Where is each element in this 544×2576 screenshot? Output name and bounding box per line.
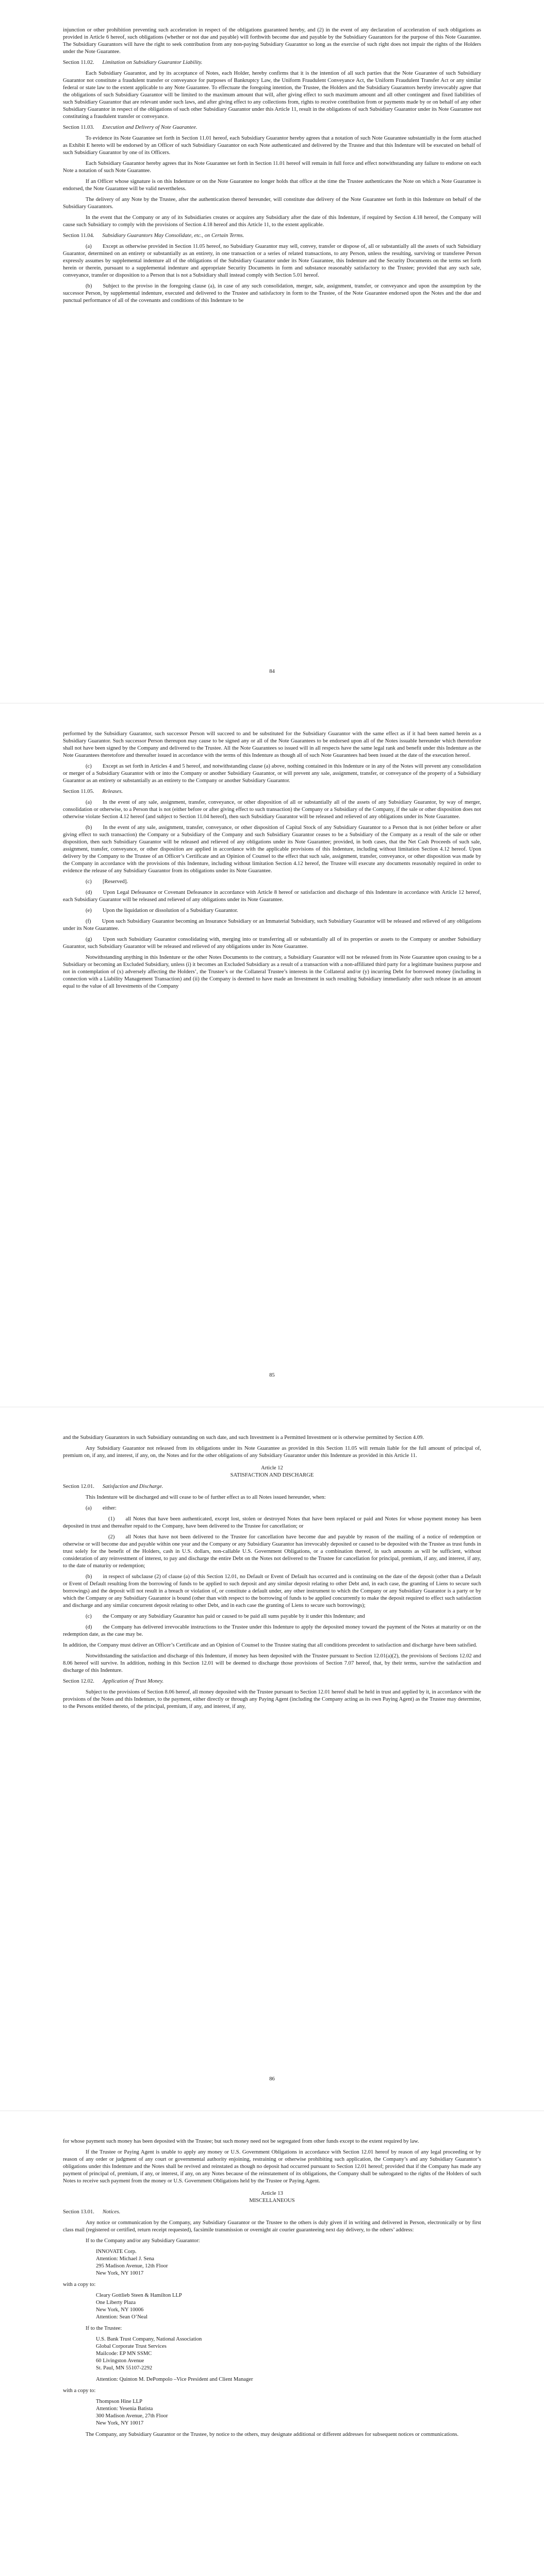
article-heading bbox=[63, 1465, 481, 1479]
section-heading bbox=[63, 1678, 481, 1685]
section-title: Satisfaction and Discharge. bbox=[102, 1484, 163, 1489]
body-paragraph: Notwithstanding the satisfaction and discharge of this Indenture, if money has been deposited with the Trustee pursuant to Section 12.01(a)(2), the provisions of Sections 12.02 and 8.06 hereof will survive. In addition, nothing in this Section 12.01 will be deemed to discharge those provisions of Section 7.07 hereof, that, by their terms, survive the satisfaction and discharge of this Indenture. bbox=[63, 1653, 481, 1673]
clause-paragraph: (c) Except as set forth in Articles 4 and 5 hereof, and notwithstanding clause (a) above, nothing contained in this Indenture or in any of the Notes will prevent any consolidation or merger of a Subsidiary Guarantor with or into the Company or another Subsidiary Guarantor, or will prevent any sale, assignment, transfer, or conveyance of the property of a Subsidiary Guarantor as an entirety or substantially as an entirety to the Company or another Subsidiary Guarantor. bbox=[63, 764, 481, 784]
section-heading bbox=[63, 1483, 481, 1490]
section-heading bbox=[63, 59, 481, 66]
section-title: Notices. bbox=[102, 2209, 121, 2215]
body-paragraph: If the Trustee or Paying Agent is unable to apply any money or U.S. Government Obligations in accordance with Section 12.01 hereof by reason of any legal proceeding or by reason of any order or judgment of any court or governmental authority enjoining, restraining or otherwise prohibiting such application, the Company’s and any Subsidiary Guarantor’s obligations under this Indenture and the Notes shall be revived and reinstated as though no deposit had occurred pursuant to Section 12.01 hereof; provided that if the Company has made any payment of principal of, premium, if any, or interest, if any, on any Notes because of the reinstatement of its obligations, the Company shall be subrogated to the rights of the Holders of such Notes to receive such payment from the money or U.S. Government Obligations held by the Trustee or Paying Agent. bbox=[63, 2149, 481, 2184]
section-number: Section 11.02. bbox=[63, 60, 94, 65]
body-paragraph: The delivery of any Note by the Trustee, after the authentication thereof hereunder, will constitute due delivery of the Note Guarantee set forth in this Indenture on behalf of the Subsidiary Guarantors. bbox=[63, 197, 481, 210]
page-body bbox=[63, 1434, 481, 1714]
clause-paragraph: (b) in respect of subclause (2) of clause (a) of this Section 12.01, no Default or Event of Default has occurred and is continuing on the date of the deposit (other than a Default or Event of Default resulting from the borrowing of funds to be applied to such deposit and any similar deposit relating to other Debt and, in each case, the granting of Liens to secure such borrowings) and the deposit will not result in a breach or violation of, or constitute a default under, any other instrument to which the Company or any Subsidiary Guarantor is a party or by which the Company or any Subsidiary Guarantor is bound (other than with respect to the borrowing of funds to be applied concurrently to make the deposit required to effect such satisfaction and discharge and any similar concurrent deposit relating to other Debt, and in each case the granting of Liens to secure such borrowings); bbox=[63, 1574, 481, 1608]
clause-paragraph: (e) Upon the liquidation or dissolution of a Subsidiary Guarantor. bbox=[86, 908, 238, 913]
page-body bbox=[63, 2138, 481, 2442]
section-heading bbox=[63, 124, 481, 131]
clause-paragraph: (2) all Notes that have not been delivered to the Trustee for cancellation have become due and payable by reason of the mailing of a notice of redemption or otherwise or will become due and payable within one year and the Company or any Subsidiary Guarantor has irrevocably deposited or caused to be deposited with the Trustee as trust funds in trust solely for the benefit of the Holders, cash in U.S. dollars, non-callable U.S. Government Obligations, or a combination thereof, in such amounts as will be sufficient, without consideration of any reinvestment of interest, to pay and discharge the entire Debt on the Notes not delivered to the Trustee for cancellation for principal, premium, if any, and interest, if any, to the date of maturity or redemption; bbox=[63, 1534, 481, 1569]
body-paragraph: This Indenture will be discharged and will cease to be of further effect as to all Notes issued hereunder, when: bbox=[86, 1495, 326, 1500]
body-paragraph: Any Subsidiary Guarantor not released from its obligations under its Note Guarantee as provided in this Section 11.05 will remain liable for the full amount of principal of, premium on, if any, and interest, if any, on, the Notes and for the other obligations of any Subsidiary Guarantor under this Indenture as provided in this Article 11. bbox=[63, 1446, 481, 1459]
body-paragraph: Each Subsidiary Guarantor hereby agrees that its Note Guarantee set forth in Section 11.01 hereof will remain in full force and effect notwithstanding any failure to endorse on each Note a notation of such Note Guarantee. bbox=[63, 161, 481, 174]
section-number: Section 11.03. bbox=[63, 125, 94, 130]
body-paragraph: for whose payment such money has been deposited with the Trustee; but such money need not be segregated from other funds except to the extent required by law. bbox=[63, 2139, 419, 2144]
body-paragraph: and the Subsidiary Guarantors in such Subsidiary outstanding on such date, and such Investment is a Permitted Investment or is otherwise permitted by Section 4.09. bbox=[63, 1435, 424, 1440]
section-number: Section 11.05. bbox=[63, 789, 94, 794]
body-paragraph: In addition, the Company must deliver an Officer’s Certificate and an Opinion of Counsel to the Trustee stating that all conditions precedent to satisfaction and discharge have been satisfied. bbox=[63, 1642, 477, 1648]
clause-paragraph: (b) Subject to the proviso in the foregoing clause (a), in case of any such consolidation, merger, sale, assignment, transfer, or conveyance and upon the assumption by the successor Person, by supplemental indenture, executed and delivered to the Trustee and satisfactory in form to the Trustee, of the Note Guarantee endorsed upon the Notes and the due and punctual performance of all of the covenants and conditions of this Indenture to be bbox=[63, 283, 481, 303]
page-85 bbox=[0, 704, 544, 1407]
article-number: Article 13 bbox=[261, 2191, 283, 2196]
clause-paragraph: (c) the Company or any Subsidiary Guarantor has paid or caused to be paid all sums payable by it under this Indenture; and bbox=[86, 1614, 365, 1619]
clause-paragraph: (b) In the event of any sale, assignment, transfer, conveyance, or other disposition of Capital Stock of any Subsidiary Guarantor to a Person that is not (either before or after giving effect to such transaction) the Company or a Subsidiary of the Company and such Subsidiary Guarantor ceases to be a Subsidiary of the Company as a result of the sale or other disposition, then such Subsidiary Guarantor will be released and relieved of any obligations under its Note Guarantee; provided, in both cases, that the Net Cash Proceeds of such sale, assignment, transfer, conveyance, or other disposition are applied in accordance with the applicable provisions of this Indenture, including without limitation Section 4.12 hereof. Upon delivery by the Company to the Trustee of an Officer’s Certificate and an Opinion of Counsel to the effect that such sale, assignment, transfer, conveyance, or other disposition was made by the Company in accordance with the provisions of this Indenture, including without limitation Section 4.12 hereof, the Trustee will execute any documents reasonably required in order to evidence the release of any Subsidiary Guarantor from its obligations under its Note Guarantee. bbox=[63, 825, 481, 874]
clause-paragraph: (g) Upon such Subsidiary Guarantor consolidating with, merging into or transferring all or substantially all of its properties or assets to the Company or another Subsidiary Guarantor, such Subsidiary Guarantor will be released and relieved of any obligations under its Note Guarantee. bbox=[63, 937, 481, 950]
body-paragraph: performed by the Subsidiary Guarantor, such successor Person will succeed to and be substituted for the Subsidiary Guarantor with the same effect as if it had been named herein as a Subsidiary Guarantor. Such successor Person thereupon may cause to be signed any or all of the Note Guarantees to be endorsed upon all of the Notes issuable hereunder which theretofore shall not have been signed by the Company and delivered to the Trustee. All the Note Guarantees so issued will in all respects have the same legal rank and benefit under this Indenture as the Note Guarantees theretofore and thereafter issued in accordance with the terms of this Indenture as though all of such Note Guarantees had been issued at the date of the execution hereof. bbox=[63, 731, 481, 758]
section-title: Limitation on Subsidiary Guarantor Liability. bbox=[102, 60, 203, 65]
section-number: Section 12.01. bbox=[63, 1484, 94, 1489]
clause-paragraph: (a) In the event of any sale, assignment, transfer, conveyance, or other disposition of all or substantially all of the assets of any Subsidiary Guarantor, by way of merger, consolidation or otherwise, to a Person that is not (either before or after giving effect to such transaction) the Company or a Subsidiary of the Company, if the sale or other disposition does not otherwise violate Section 4.12 hereof (and subject to Section 11.04 hereof), then such Subsidiary Guarantor will be released and relieved of any obligations under its Note Guarantee. bbox=[63, 800, 481, 820]
page-number: 85 bbox=[269, 1372, 275, 1378]
body-paragraph: Any notice or communication by the Company, any Subsidiary Guarantor or the Trustee to the others is duly given if in writing and delivered in Person, electronically or by first class mail (registered or certified, return receipt requested), facsimile transmission or overnight air courier guaranteeing next day delivery, to the others’ address: bbox=[63, 2220, 481, 2233]
page-number: 84 bbox=[269, 669, 275, 674]
body-paragraph: If an Officer whose signature is on this Indenture or on the Note Guarantee no longer holds that office at the time the Trustee authenticates the Note on which a Note Guarantee is endorsed, the Note Guarantee will be valid nevertheless. bbox=[63, 179, 481, 192]
address-block: INNOVATE Corp. Attention: Michael J. Sena 295 Madison Avenue, 12th Floor New York, NY 10017 bbox=[96, 2249, 168, 2276]
article-title: SATISFACTION AND DISCHARGE bbox=[230, 1472, 314, 1478]
section-title: Application of Trust Money. bbox=[102, 1679, 164, 1684]
body-paragraph: Each Subsidiary Guarantor, and by its acceptance of Notes, each Holder, hereby confirms that it is the intention of all such parties that the Note Guarantee of such Subsidiary Guarantor not constitute a fraudulent transfer or conveyance for purposes of Bankruptcy Law, the Uniform Fraudulent Conveyance Act, the Uniform Fraudulent Transfer Act or any similar federal or state law to the extent applicable to any Note Guarantee. To effectuate the foregoing intention, the Trustee, the Holders and the Subsidiary Guarantors hereby irrevocably agree that the obligations of such Subsidiary Guarantor will be limited to the maximum amount that will, after giving effect to such maximum amount and all other contingent and fixed liabilities of such Subsidiary Guarantor that are relevant under such laws, and after giving effect to any collections from, rights to receive contribution from or payments made by or on behalf of any other Subsidiary Guarantor in respect of the obligations of such other Subsidiary Guarantor under this Article 11, result in the obligations of such Subsidiary Guarantor under its Note Guarantee not constituting a fraudulent transfer or conveyance. bbox=[63, 71, 481, 120]
clause-paragraph: (f) Upon such Subsidiary Guarantor becoming an Insurance Subsidiary or an Immaterial Subsidiary, such Subsidiary Guarantor will be released and relieved of any obligations under its Note Guarantee. bbox=[63, 919, 481, 931]
section-heading bbox=[63, 788, 481, 795]
clause-paragraph: (d) the Company has delivered irrevocable instructions to the Trustee under this Indenture to apply the deposited money toward the payment of the Notes at maturity or on the redemption date, as the case may be. bbox=[63, 1624, 481, 1637]
clause-paragraph: (a) either: bbox=[86, 1505, 117, 1511]
article-heading bbox=[63, 2190, 481, 2205]
section-number: Section 13.01. bbox=[63, 2209, 94, 2215]
page-87 bbox=[0, 2111, 544, 2576]
section-title: Execution and Delivery of Note Guarantee. bbox=[102, 125, 197, 130]
clause-paragraph: (a) Except as otherwise provided in Section 11.05 hereof, no Subsidiary Guarantor may sell, convey, transfer or dispose of, all or substantially all the assets of such Subsidiary Guarantor, determined on an entirety or substantially as an entirety, in one transaction or a series of related transactions, to any Person, unless the resulting, surviving or transferee Person expressly assumes by supplemental indenture all of the obligations of the Subsidiary Guarantor under its Note Guarantee, this Indenture and the Security Documents on the terms set forth herein or therein, pursuant to a supplemental indenture and appropriate Security Documents in form and substance reasonably satisfactory to the Trustee; provided that any such sale, conveyance, transfer or disposition to a Person that is not a Subsidiary shall instead comply with Section 5.01 hereof. bbox=[63, 244, 481, 278]
section-title: Releases. bbox=[102, 789, 123, 794]
body-paragraph: In the event that the Company or any of its Subsidiaries creates or acquires any Subsidiary after the date of this Indenture, if required by Section 4.18 hereof, the Company will cause such Subsidiary to comply with the provisions of Section 4.18 hereof and this Article 11, to the extent applicable. bbox=[63, 215, 481, 228]
body-paragraph: Subject to the provisions of Section 8.06 hereof, all money deposited with the Trustee pursuant to Section 12.01 hereof shall be held in trust and applied by it, in accordance with the provisions of the Notes and this Indenture, to the payment, either directly or through any Paying Agent (including the Company acting as its own Paying Agent) as the Trustee may determine, to the Persons entitled thereto, of the principal, premium, if any, and interest, if any, bbox=[63, 1689, 482, 1709]
body-paragraph: Notwithstanding anything in this Indenture or the other Notes Documents to the contrary, a Subsidiary Guarantor will not be released from its Note Guarantee upon ceasing to be a Subsidiary or becoming an Excluded Subsidiary, unless (i) it becomes an Excluded Subsidiary as a result of a transaction with a non-affiliated third party for a legitimate business purpose and not in contemplation of (x) adversely affecting the Holders’, the Trustee’s or the Collateral Trustee’s interests in the Collateral and/or (y) incurring Debt for borrowed money (including in connection with a Liability Management Transaction) and (ii) the Company is deemed to have made an Investment in such resulting Subsidiary immediately after such release in an amount equal to the value of all Investments of the Company bbox=[63, 955, 481, 989]
page-body bbox=[63, 731, 481, 994]
body-paragraph: The Company, any Subsidiary Guarantor or the Trustee, by notice to the others, may designate additional or different addresses for subsequent notices or communications. bbox=[86, 2432, 459, 2437]
section-number: Section 12.02. bbox=[63, 1679, 94, 1684]
section-number: Section 11.04. bbox=[63, 233, 94, 239]
body-paragraph: If to the Company and/or any Subsidiary Guarantor: bbox=[86, 2238, 200, 2244]
section-heading bbox=[63, 2209, 481, 2216]
copy-to-label: with a copy to: bbox=[63, 2388, 96, 2394]
section-heading bbox=[63, 232, 481, 240]
page-number: 86 bbox=[269, 2076, 275, 2082]
address-block: Attention: Quinton M. DePompolo –Vice President and Client Manager bbox=[96, 2377, 253, 2382]
copy-to-label: with a copy to: bbox=[63, 2282, 96, 2287]
address-block: U.S. Bank Trust Company, National Association Global Corporate Trust Services Mailcode: EP MN SSMC 60 Livingston Avenue St. Paul, MN 55107-2292 bbox=[96, 2336, 202, 2371]
page-86 bbox=[0, 1408, 544, 2111]
body-paragraph: If to the Trustee: bbox=[86, 2326, 122, 2331]
article-title: MISCELLANEOUS bbox=[249, 2198, 295, 2204]
page-84 bbox=[0, 0, 544, 703]
body-paragraph: injunction or other prohibition preventing such acceleration in respect of the obligations guaranteed hereby, and (2) in the event of any declaration of acceleration of such obligations as provided in Article 6 hereof, such obligations (whether or not due and payable) will forthwith become due and payable by the Subsidiary Guarantors for the purpose of this Note Guarantee. The Subsidiary Guarantors will have the right to seek contribution from any non-paying Subsidiary Guarantor so long as the exercise of such right does not impair the rights of the Holders under the Note Guarantee. bbox=[63, 27, 481, 55]
clause-paragraph: (1) all Notes that have been authenticated, except lost, stolen or destroyed Notes that have been replaced or paid and Notes for whose payment money has been deposited in trust and thereafter repaid to the Company, have been delivered to the Trustee for cancellation; or bbox=[63, 1516, 481, 1529]
clause-paragraph: (c) [Reserved]. bbox=[86, 879, 128, 885]
article-number: Article 12 bbox=[261, 1465, 283, 1471]
address-block: Thompson Hine LLP Attention: Yesenia Batista 300 Madison Avenue, 27th Floor New York, NY 10017 bbox=[96, 2399, 168, 2426]
clause-paragraph: (d) Upon Legal Defeasance or Covenant Defeasance in accordance with Article 8 hereof or satisfaction and discharge of this Indenture in accordance with Article 12 hereof, each Subsidiary Guarantor will be released and relieved of any obligations under its Note Guarantee. bbox=[63, 890, 481, 903]
address-block: Cleary Gottlieb Steen & Hamilton LLP One Liberty Plaza New York, NY 10006 Attention: Sean O’Neal bbox=[96, 2293, 182, 2320]
section-title: Subsidiary Guarantors May Consolidate, etc., on Certain Terms. bbox=[102, 233, 244, 239]
page-body bbox=[63, 27, 481, 308]
body-paragraph: To evidence its Note Guarantee set forth in Section 11.01 hereof, each Subsidiary Guarantor hereby agrees that a notation of such Note Guarantee substantially in the form attached as Exhibit E hereto will be endorsed by an Officer of such Subsidiary Guarantor on each Note authenticated and delivered by the Trustee and that this Indenture will be executed on behalf of such Subsidiary Guarantor by one of its Officers. bbox=[63, 135, 481, 156]
